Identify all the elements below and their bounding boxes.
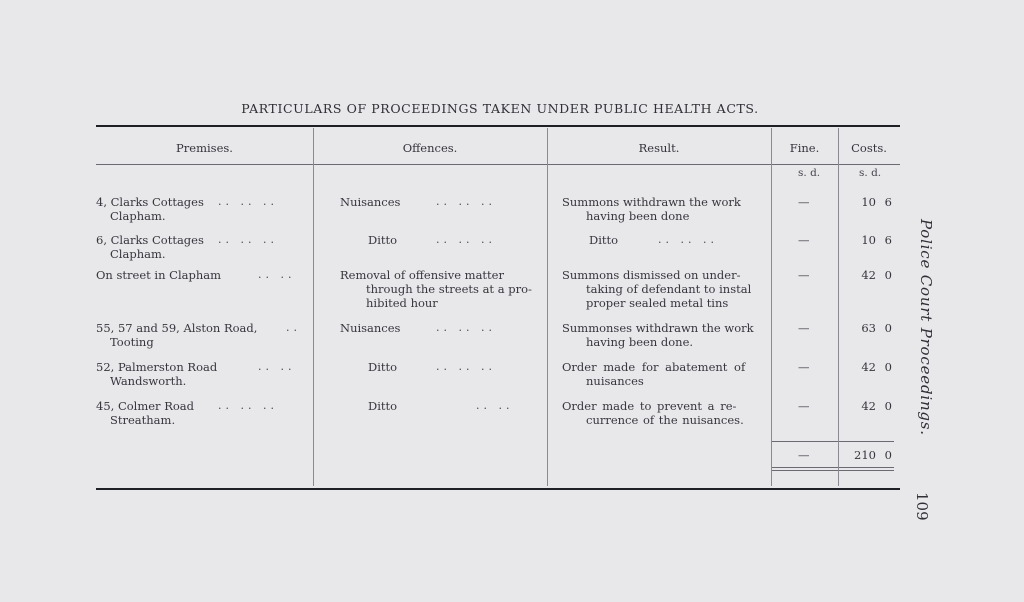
column-divider — [547, 128, 548, 486]
costs-unit: s. d. — [859, 167, 882, 179]
fine-value: — — [798, 399, 810, 413]
fine-value: — — [798, 268, 810, 282]
table-bottom-rule — [96, 488, 900, 490]
result-line: Summons dismissed on under- — [562, 268, 741, 282]
leader-dots: .. .. .. — [218, 399, 278, 412]
result-line: nuisances — [586, 374, 644, 388]
result-line: having been done. — [586, 335, 694, 349]
premises-line: Streatham. — [110, 413, 176, 427]
fine-value: — — [798, 195, 810, 209]
leader-dots: .. .. — [258, 360, 296, 373]
result-line: Summonses withdrawn the work — [562, 321, 754, 335]
premises-line: On street in Clapham — [96, 268, 222, 282]
total-bottom-rule — [772, 467, 894, 468]
offence-line: Ditto — [368, 233, 398, 247]
costs-pence: 0 — [884, 321, 892, 335]
costs-pence: 0 — [884, 360, 892, 374]
costs-total-shillings: 210 — [854, 448, 876, 462]
costs-pence: 0 — [884, 399, 892, 413]
result-line: Order made to prevent a re- — [562, 399, 737, 413]
leader-dots: .. .. .. — [436, 233, 496, 246]
costs-shillings: 42 — [861, 399, 876, 413]
costs-shillings: 63 — [861, 321, 876, 335]
costs-pence: 0 — [884, 268, 892, 282]
total-double-rule — [772, 470, 894, 471]
header-result: Result. — [638, 141, 680, 155]
offence-line: hibited hour — [366, 296, 438, 310]
header-bottom-rule — [96, 164, 900, 165]
fine-total: — — [798, 448, 810, 462]
column-divider — [771, 128, 772, 486]
leader-dots: .. .. .. — [436, 360, 496, 373]
fine-value: — — [798, 233, 810, 247]
fine-value: — — [798, 321, 810, 335]
premises-line: Clapham. — [110, 209, 166, 223]
fine-unit: s. d. — [798, 167, 821, 179]
result-line: taking of defendant to instal — [586, 282, 752, 296]
premises-line: Wandsworth. — [110, 374, 187, 388]
fine-value: — — [798, 360, 810, 374]
result-line: Ditto — [589, 233, 619, 247]
offence-line: Ditto — [368, 360, 398, 374]
costs-pence: 6 — [884, 195, 892, 209]
page-number: 109 — [913, 492, 931, 521]
offence-line: through the streets at a pro- — [366, 282, 532, 296]
table-top-rule — [96, 125, 900, 127]
column-divider — [838, 128, 839, 486]
leader-dots: .. .. — [476, 399, 514, 412]
total-top-rule — [772, 441, 894, 442]
header-premises: Premises. — [176, 141, 233, 155]
header-offences: Offences. — [402, 141, 458, 155]
result-line: proper sealed metal tins — [586, 296, 729, 310]
premises-line: 4, Clarks Cottages — [96, 195, 204, 209]
result-line: Summons withdrawn the work — [562, 195, 741, 209]
leader-dots: .. .. — [258, 268, 296, 281]
leader-dots: .. .. .. — [218, 233, 278, 246]
offence-line: Nuisances — [340, 321, 401, 335]
premises-line: 45, Colmer Road — [96, 399, 195, 413]
costs-total-pence: 0 — [884, 448, 892, 462]
leader-dots: .. .. .. — [218, 195, 278, 208]
premises-line: 55, 57 and 59, Alston Road, — [96, 321, 258, 335]
result-line: currence of the nuisances. — [586, 413, 744, 427]
costs-shillings: 42 — [861, 360, 876, 374]
offence-line: Ditto — [368, 399, 398, 413]
costs-shillings: 10 — [861, 233, 876, 247]
column-divider — [313, 128, 314, 486]
offence-line: Removal of offensive matter — [340, 268, 504, 282]
result-line: Order made for abatement of — [562, 360, 746, 374]
costs-pence: 6 — [884, 233, 892, 247]
leader-dots: .. .. .. — [436, 321, 496, 334]
leader-dots: .. .. .. — [658, 233, 718, 246]
leader-dots: .. — [286, 321, 301, 334]
offence-line: Nuisances — [340, 195, 401, 209]
result-line: having been done — [586, 209, 690, 223]
premises-line: Tooting — [110, 335, 154, 349]
page-title: PARTICULARS OF PROCEEDINGS TAKEN UNDER PUBLIC HEALTH ACTS. — [241, 101, 759, 116]
costs-shillings: 10 — [861, 195, 876, 209]
premises-line: 52, Palmerston Road — [96, 360, 218, 374]
side-running-title: Police Court Proceedings. — [917, 219, 935, 436]
header-costs: Costs. — [851, 141, 887, 155]
premises-line: 6, Clarks Cottages — [96, 233, 204, 247]
premises-line: Clapham. — [110, 247, 166, 261]
leader-dots: .. .. .. — [436, 195, 496, 208]
header-fine: Fine. — [789, 141, 820, 155]
costs-shillings: 42 — [861, 268, 876, 282]
